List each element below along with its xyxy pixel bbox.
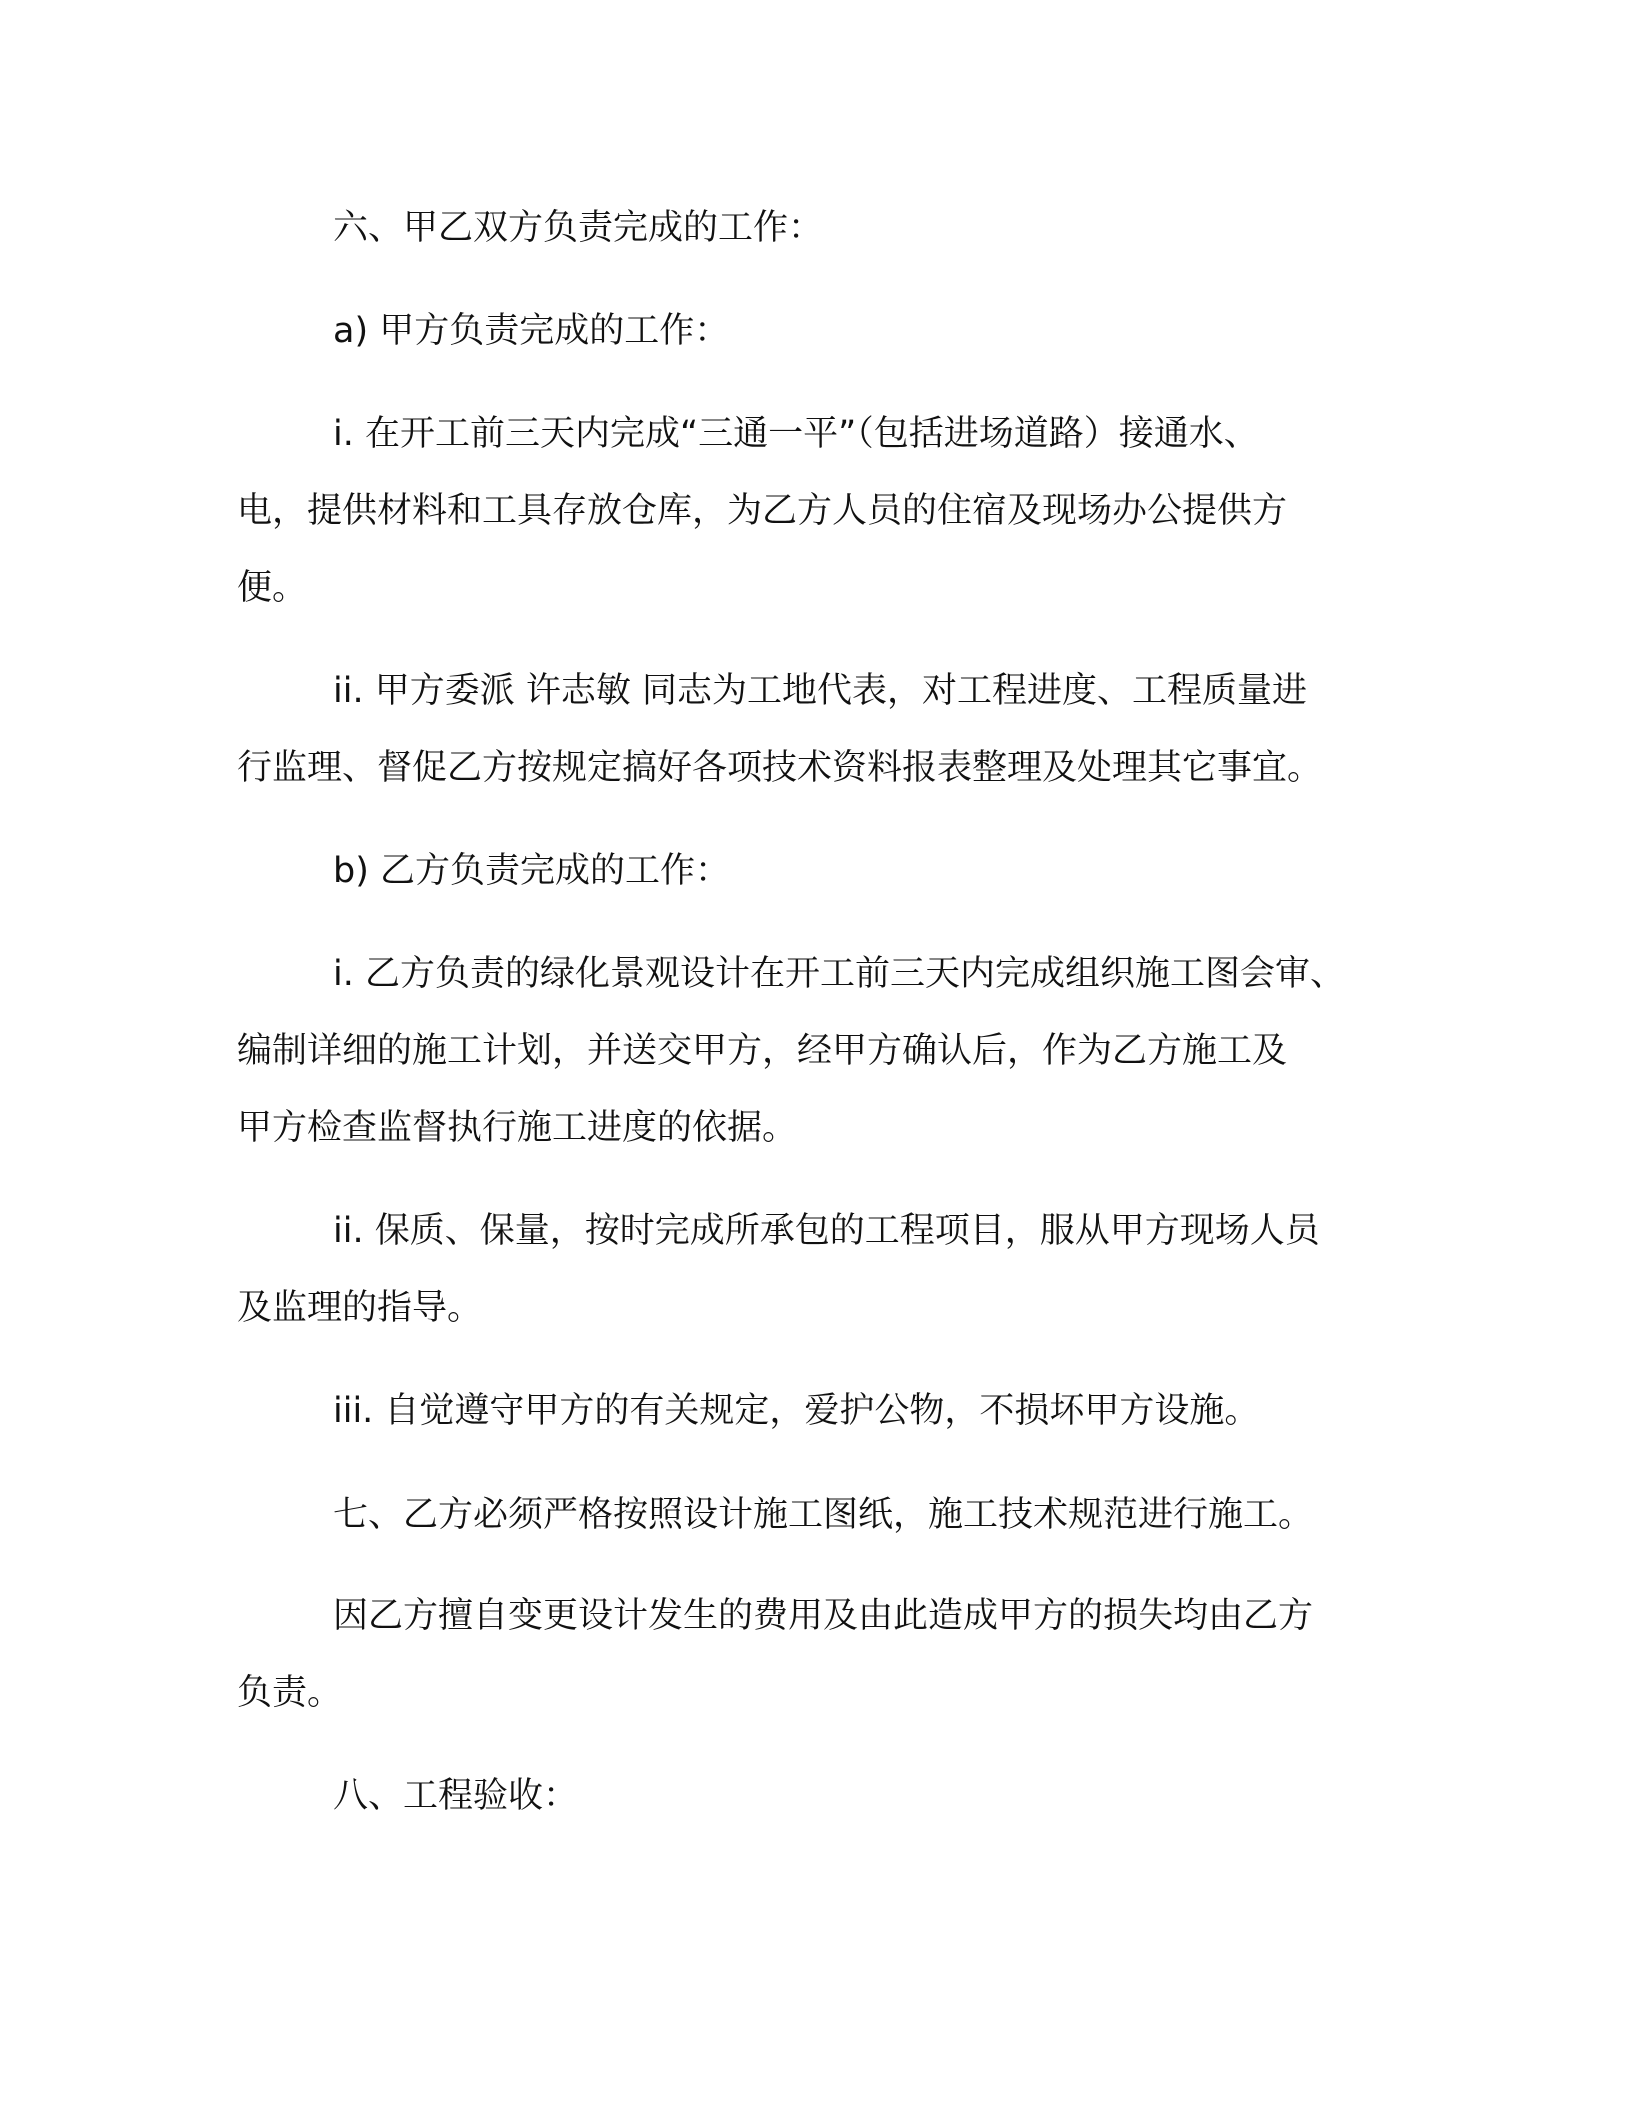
text-line: ii. 保质、保量，按时完成所承包的工程项目，服从甲方现场人员 <box>333 1211 1320 1251</box>
text-line: 编制详细的施工计划，并送交甲方，经甲方确认后，作为乙方施工及 <box>237 1031 1288 1071</box>
text-line: 负责。 <box>237 1673 343 1713</box>
text-line: 七、乙方必须严格按照设计施工图纸，施工技术规范进行施工。 <box>333 1495 1314 1535</box>
item-a-heading <box>237 293 729 370</box>
text-line: 因乙方擅自变更设计发生的费用及由此造成甲方的损失均由乙方 <box>333 1596 1314 1636</box>
section-7-continuation-paragraph <box>237 1578 1313 1732</box>
section-7-paragraph <box>237 1477 1313 1554</box>
item-a-ii-paragraph <box>237 653 1322 807</box>
text-line: 六、甲乙双方负责完成的工作： <box>333 208 824 248</box>
item-b-i-paragraph <box>237 936 1345 1167</box>
item-a-i-paragraph <box>237 396 1287 627</box>
text-line: ii. 甲方委派 许志敏 同志为工地代表，对工程进度、工程质量进 <box>333 671 1307 711</box>
item-b-iii-paragraph <box>237 1373 1259 1450</box>
item-b-ii-paragraph <box>237 1193 1320 1347</box>
section-8-heading <box>237 1758 578 1835</box>
text-line: b) 乙方负责完成的工作： <box>333 851 730 891</box>
text-line: 及监理的指导。 <box>237 1288 483 1328</box>
item-b-heading <box>237 833 730 910</box>
section-6-heading <box>237 190 823 267</box>
text-line: i. 乙方负责的绿化景观设计在开工前三天内完成组织施工图会审、 <box>333 954 1345 994</box>
text-line: a) 甲方负责完成的工作： <box>333 311 730 351</box>
text-line: 甲方检查监督执行施工进度的依据。 <box>237 1108 798 1148</box>
text-line: 便。 <box>237 568 308 608</box>
text-line: i. 在开工前三天内完成“三通一平”（包括进场道路）接通水、 <box>333 414 1259 454</box>
text-line: 八、工程验收： <box>333 1776 579 1816</box>
text-line: 电，提供材料和工具存放仓库，为乙方人员的住宿及现场办公提供方 <box>237 491 1288 531</box>
text-line: iii. 自觉遵守甲方的有关规定，爱护公物，不损坏甲方设施。 <box>333 1391 1260 1431</box>
text-line: 行监理、督促乙方按规定搞好各项技术资料报表整理及处理其它事宜。 <box>237 748 1323 788</box>
